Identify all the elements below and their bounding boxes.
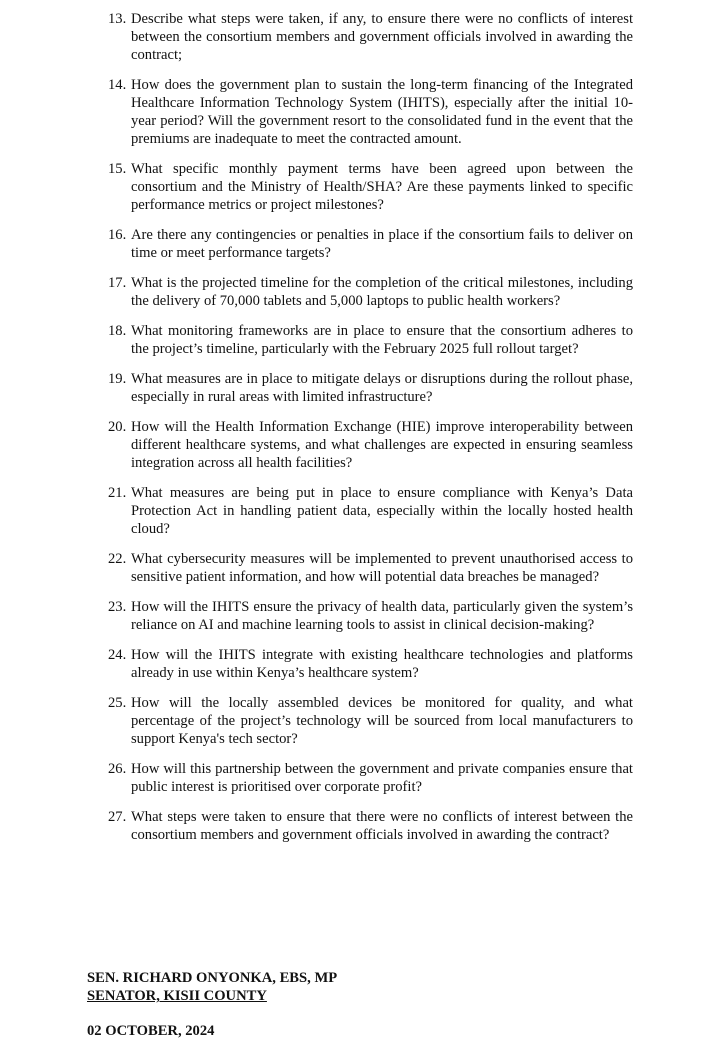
signature-date: 02 OCTOBER, 2024 bbox=[87, 1023, 215, 1039]
question-item bbox=[0, 160, 633, 214]
question-number: 24. bbox=[108, 647, 127, 663]
question-number: 13. bbox=[108, 11, 127, 27]
question-item bbox=[0, 274, 633, 310]
question-item bbox=[0, 76, 633, 148]
question-number: 16. bbox=[108, 227, 127, 243]
question-text: Are there any contingencies or penalties in place if the consortium fails to deliver on time or meet performance targets? bbox=[131, 227, 633, 261]
question-item bbox=[0, 808, 633, 844]
question-list bbox=[0, 10, 720, 856]
question-item bbox=[0, 646, 633, 682]
question-number: 23. bbox=[108, 599, 127, 615]
question-text: What is the projected timeline for the completion of the critical milestones, including the delivery of 70,000 tablets and 5,000 laptops to public health workers? bbox=[131, 275, 633, 309]
question-text: What monitoring frameworks are in place to ensure that the consortium adheres to the project’s timeline, particularly with the February 2025 full rollout target? bbox=[131, 323, 633, 357]
question-number: 26. bbox=[108, 761, 127, 777]
question-item bbox=[0, 694, 633, 748]
question-number: 14. bbox=[108, 77, 127, 93]
question-text: What steps were taken to ensure that there were no conflicts of interest between the consortium members and government officials involved in awarding the contract? bbox=[131, 809, 633, 843]
question-number: 15. bbox=[108, 161, 127, 177]
signatory-name: SEN. RICHARD ONYONKA, EBS, MP bbox=[87, 970, 338, 986]
signature-block bbox=[87, 969, 337, 1040]
question-text: What measures are in place to mitigate delays or disruptions during the rollout phase, especially in rural areas with limited infrastructure? bbox=[131, 371, 633, 405]
question-text: How will the IHITS ensure the privacy of health data, particularly given the system’s reliance on AI and machine learning tools to assist in clinical decision-making? bbox=[131, 599, 633, 633]
question-item bbox=[0, 484, 633, 538]
question-text: How will this partnership between the government and private companies ensure that public interest is prioritised over corporate profit? bbox=[131, 761, 633, 795]
question-number: 27. bbox=[108, 809, 127, 825]
question-text: How will the Health Information Exchange (HIE) improve interoperability between different healthcare systems, and what challenges are expected in ensuring seamless integration across all health facilities? bbox=[131, 419, 633, 471]
question-text: What cybersecurity measures will be implemented to prevent unauthorised access to sensitive patient information, and how will potential data breaches be managed? bbox=[131, 551, 633, 585]
question-item bbox=[0, 598, 633, 634]
question-item bbox=[0, 760, 633, 796]
question-item bbox=[0, 322, 633, 358]
question-number: 18. bbox=[108, 323, 127, 339]
question-item bbox=[0, 550, 633, 586]
question-number: 17. bbox=[108, 275, 127, 291]
question-text: How does the government plan to sustain the long-term financing of the Integrated Healthcare Information Technology System (IHITS), especially after the initial 10-year period? Will the government resort to the consolidated fund in the event that the premiums are inadequate to meet the contracted amount. bbox=[131, 77, 633, 147]
question-item bbox=[0, 226, 633, 262]
question-number: 19. bbox=[108, 371, 127, 387]
question-text: Describe what steps were taken, if any, to ensure there were no conflicts of interest between the consortium members and government officials involved in awarding the contract; bbox=[131, 11, 633, 63]
question-text: What specific monthly payment terms have been agreed upon between the consortium and the Ministry of Health/SHA? Are these payments linked to specific performance metrics or project milestones? bbox=[131, 161, 633, 213]
question-item bbox=[0, 370, 633, 406]
question-item bbox=[0, 10, 633, 64]
question-text: What measures are being put in place to ensure compliance with Kenya’s Data Protection Act in handling patient data, especially within the locally hosted health cloud? bbox=[131, 485, 633, 537]
question-number: 20. bbox=[108, 419, 127, 435]
question-number: 21. bbox=[108, 485, 127, 501]
question-item bbox=[0, 418, 633, 472]
signatory-title: SENATOR, KISII COUNTY bbox=[87, 988, 267, 1004]
question-number: 25. bbox=[108, 695, 127, 711]
question-number: 22. bbox=[108, 551, 127, 567]
question-text: How will the IHITS integrate with existing healthcare technologies and platforms already in use within Kenya’s healthcare system? bbox=[131, 647, 633, 681]
question-text: How will the locally assembled devices be monitored for quality, and what percentage of the project’s technology will be sourced from local manufacturers to support Kenya's tech sector? bbox=[131, 695, 633, 747]
